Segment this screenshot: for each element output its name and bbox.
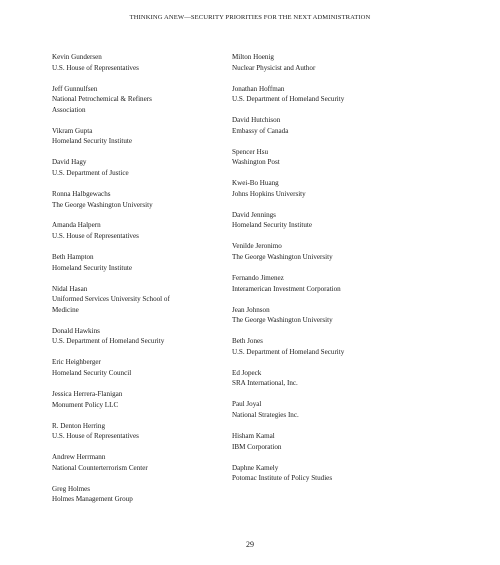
- participant-name: Andrew Herrmann: [52, 453, 106, 462]
- participant-name: David Jennings: [232, 210, 276, 219]
- participant-name: David Hagy: [52, 158, 87, 167]
- participant-name: Spencer Hsu: [232, 147, 269, 156]
- participant-affiliation: Homeland Security Institute: [52, 263, 132, 272]
- participant-name: Jean Johnson: [232, 305, 270, 314]
- participant-affiliation: Monument Policy LLC: [52, 400, 119, 409]
- participant-name: Donald Hawkins: [52, 326, 100, 335]
- participant-affiliation: Holmes Management Group: [52, 495, 133, 504]
- participant-name: Beth Hampton: [52, 253, 94, 262]
- participant-entry: [232, 273, 422, 294]
- participant-affiliation: SRA International, Inc.: [232, 379, 298, 388]
- participant-name: Beth Jones: [232, 337, 263, 346]
- participant-affiliation: Potomac Institute of Policy Studies: [232, 474, 333, 483]
- participant-entry: [232, 431, 422, 452]
- participant-affiliation: U.S. Department of Homeland Security: [232, 95, 345, 104]
- participant-name: Milton Hoenig: [232, 53, 274, 61]
- participant-list-left-column: [52, 52, 242, 505]
- participant-entry: [52, 357, 242, 378]
- participant-affiliation: Johns Hopkins University: [232, 189, 306, 198]
- participant-entry: [232, 305, 422, 326]
- participant-affiliation: U.S. House of Representatives: [52, 432, 139, 441]
- participant-affiliation: National Strategies Inc.: [232, 410, 299, 419]
- participant-affiliation: U.S. Department of Justice: [52, 168, 129, 177]
- participant-name: Kevin Gundersen: [52, 53, 102, 61]
- participant-affiliation: Association: [52, 105, 86, 114]
- participant-entry: [52, 52, 242, 73]
- participant-entry: [52, 84, 242, 116]
- participant-affiliation: Washington Post: [232, 158, 280, 167]
- participant-entry: [52, 284, 242, 316]
- participant-affiliation: Homeland Security Institute: [232, 221, 312, 230]
- participant-entry: [52, 189, 242, 210]
- participant-name: Nidal Hasan: [52, 284, 88, 293]
- participant-affiliation: Nuclear Physicist and Author: [232, 63, 316, 72]
- participant-entry: [52, 389, 242, 410]
- participant-affiliation: The George Washington University: [52, 200, 153, 209]
- participant-entry: [52, 126, 242, 147]
- participant-entry: [232, 52, 422, 73]
- participant-name: Eric Heighberger: [52, 358, 101, 367]
- participant-entry: [232, 84, 422, 105]
- participant-entry: [232, 241, 422, 262]
- participant-entry: [232, 178, 422, 199]
- participant-affiliation: Homeland Security Institute: [52, 137, 132, 146]
- page-number: 29: [246, 540, 254, 549]
- participant-name: Jessica Herrera-Flanigan: [52, 389, 123, 398]
- participant-name: R. Denton Herring: [52, 421, 105, 430]
- participant-entry: [52, 326, 242, 347]
- participant-entry: [52, 421, 242, 442]
- participant-affiliation: The George Washington University: [232, 316, 333, 325]
- participant-affiliation: The George Washington University: [232, 253, 333, 262]
- participant-name: Venilde Jeronimo: [232, 242, 282, 251]
- participant-name: David Hutchison: [232, 116, 281, 125]
- participant-name: Amanda Halpern: [52, 221, 101, 230]
- participant-name: Ronna Halbgewachs: [52, 189, 111, 198]
- participant-entry: [232, 463, 422, 484]
- participant-name: Vikram Gupta: [52, 126, 93, 135]
- participant-entry: [232, 115, 422, 136]
- participant-affiliation: Embassy of Canada: [232, 126, 289, 135]
- participant-entry: [52, 452, 242, 473]
- participant-name: Paul Joyal: [232, 400, 262, 409]
- participant-affiliation: Medicine: [52, 305, 79, 314]
- participant-affiliation: U.S. Department of Homeland Security: [52, 337, 165, 346]
- participant-list-right-column: [232, 52, 422, 484]
- participant-entry: [232, 147, 422, 168]
- participant-name: Fernando Jimenez: [232, 274, 284, 283]
- participant-name: Hisham Kamal: [232, 431, 275, 440]
- participant-entry: [52, 484, 242, 505]
- participant-entry: [232, 210, 422, 231]
- participant-name: Jonathan Hoffman: [232, 84, 285, 93]
- running-header: THINKING ANEW—SECURITY PRIORITIES FOR THE NEXT ADMINISTRATION: [129, 14, 371, 21]
- participant-affiliation: U.S. House of Representatives: [52, 63, 139, 72]
- participant-affiliation: National Counterterrorism Center: [52, 463, 148, 472]
- participant-name: Daphne Kamely: [232, 463, 279, 472]
- participant-name: Ed Jopeck: [232, 368, 262, 377]
- participant-affiliation: Uniformed Services University School of: [52, 295, 170, 304]
- participant-entry: [232, 336, 422, 357]
- participant-affiliation: IBM Corporation: [232, 442, 282, 451]
- participant-entry: [232, 368, 422, 389]
- participant-name: Jeff Gunnulfsen: [52, 84, 98, 93]
- participant-affiliation: Homeland Security Council: [52, 368, 132, 377]
- participant-affiliation: U.S. House of Representatives: [52, 232, 139, 241]
- participant-entry: [52, 220, 242, 241]
- participant-affiliation: National Petrochemical & Refiners: [52, 95, 152, 104]
- participant-entry: [232, 399, 422, 420]
- participant-affiliation: U.S. Department of Homeland Security: [232, 347, 345, 356]
- participant-entry: [52, 157, 242, 178]
- participant-name: Greg Holmes: [52, 484, 91, 493]
- participant-affiliation: Interamerican Investment Corporation: [232, 284, 341, 293]
- participant-entry: [52, 252, 242, 273]
- participant-name: Kwei-Bo Huang: [232, 179, 279, 188]
